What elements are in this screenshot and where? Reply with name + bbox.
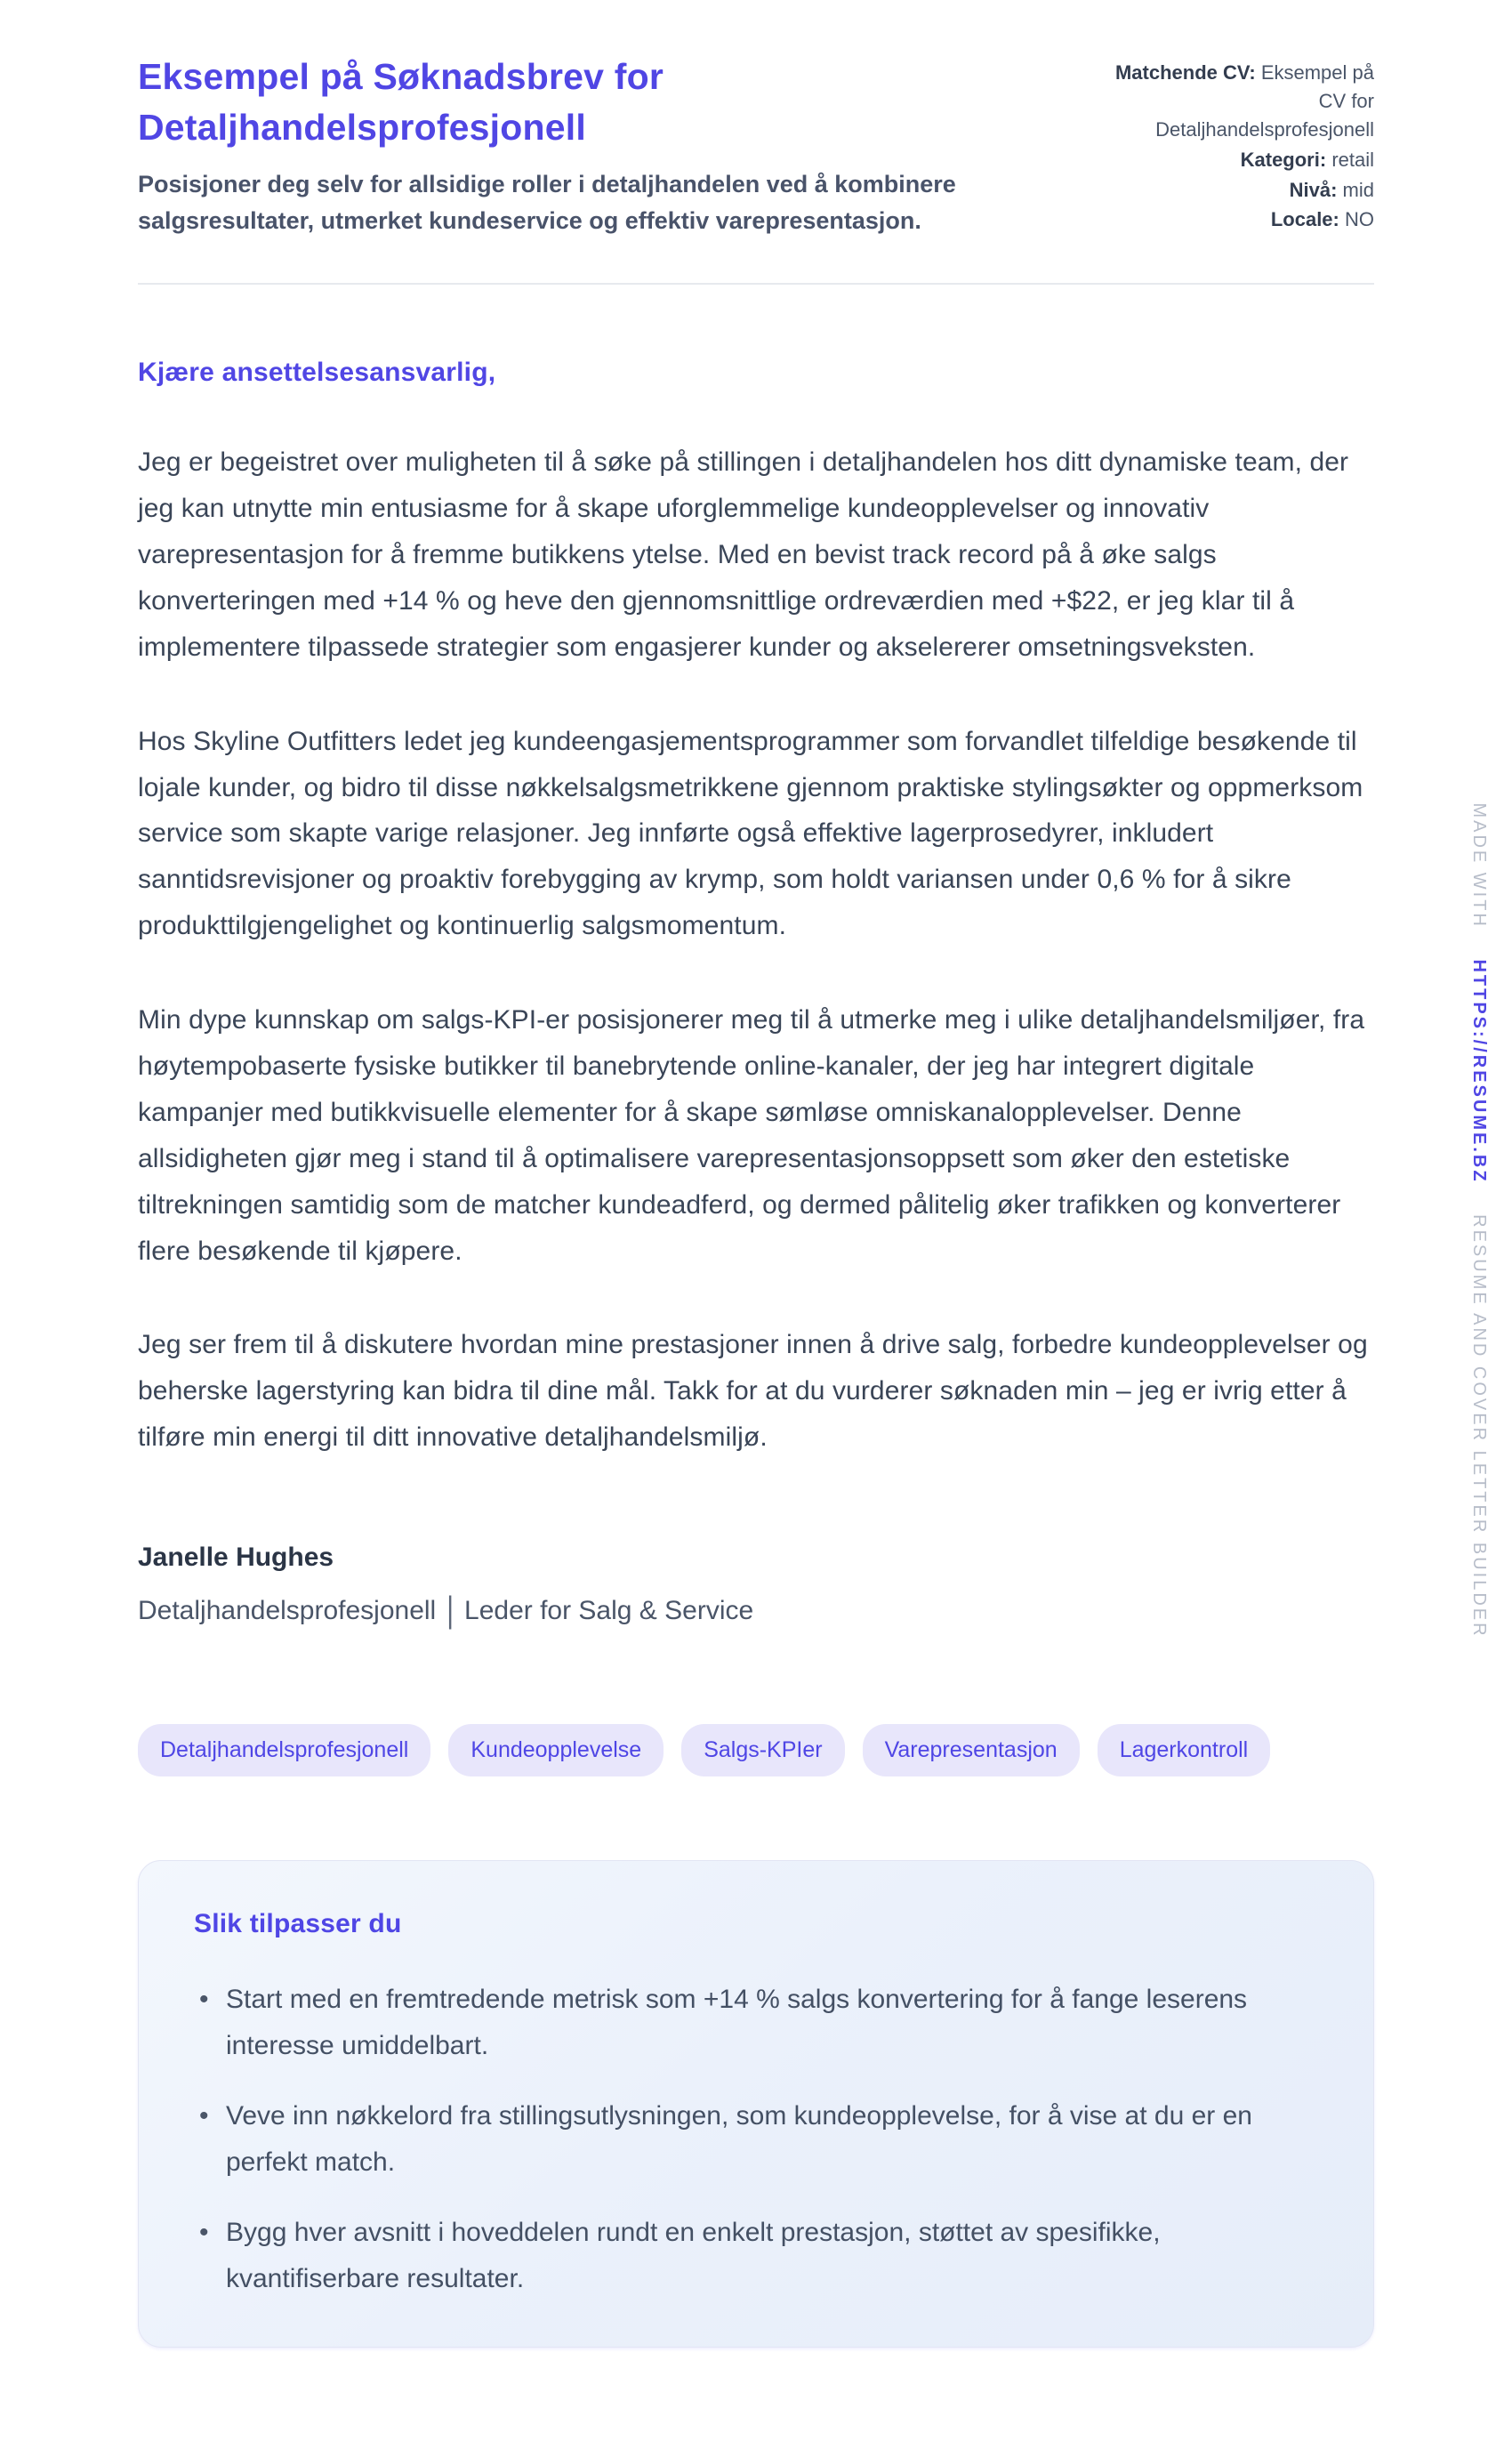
page-title: Eksempel på Søknadsbrev for Detaljhandelsprofesjonell xyxy=(138,56,664,148)
meta-level xyxy=(1103,176,1374,205)
meta-matching-cv-label: Matchende CV: xyxy=(1114,61,1256,84)
letter-paragraph-3: Min dype kunnskap om salgs-KPI-er posisjonerer meg til å utmerke meg i ulike detaljhandelsmiljøer, fra høytempobaserte fysiske butikker til banebrytende online-kanaler, der jeg har integrert digitale kampanjer med butikkvisuelle elementer for å skape sømløse omniskanalopplevelser. Denne allsidigheten gjør meg i stand til å optimalisere varepresentasjonsoppsett som øker den estetiske tiltrekningen samtidig som de matcher kundeadferd, og dermed pålitelig øker trafikken og konverterer flere besøkende til kjøpere. xyxy=(138,1005,1365,1266)
side-watermark xyxy=(1468,802,1489,1638)
letter-greeting: Kjære ansettelsesansvarlig, xyxy=(138,358,496,388)
tag-salgs-kpier: Salgs-KPIer xyxy=(681,1724,844,1776)
signature-role-separator: | xyxy=(446,1591,454,1631)
document-meta xyxy=(1103,52,1374,238)
callout-title: Slik tilpasser du xyxy=(194,1909,402,1939)
page-header xyxy=(138,52,1374,238)
keyword-tags xyxy=(138,1724,1374,1776)
resume-bz-link[interactable]: HTTPS://RESUME.BZ xyxy=(1469,959,1489,1184)
signature-block xyxy=(138,1543,1374,1631)
callout-bullet-2: • Veve inn nøkkelord fra stillingsutlysningen, som kundeopplevelse, for å vise at du er en perfekt match. xyxy=(194,2093,1318,2185)
tag-detaljhandelsprofesjonell: Detaljhandelsprofesjonell xyxy=(138,1724,430,1776)
header-divider xyxy=(138,283,1374,285)
signature-role xyxy=(138,1591,1374,1631)
meta-matching-cv xyxy=(1103,59,1374,144)
signature-role-secondary: Leder for Salg & Service xyxy=(464,1596,754,1626)
meta-matching-cv-value: Eksempel på CV for Detaljhandelsprofesjonell xyxy=(1155,61,1374,141)
meta-level-label: Nivå: xyxy=(1289,178,1338,201)
signature-name: Janelle Hughes xyxy=(138,1543,334,1573)
watermark-suffix: RESUME AND COVER LETTER BUILDER xyxy=(1469,1214,1489,1639)
letter-paragraph-2: Hos Skyline Outfitters ledet jeg kundeengasjementsprogrammer som forvandlet tilfeldige besøkende til lojale kunder, og bidro til disse nøkkelsalgsmetrikkene gjennom praktiske stylingsøkter og oppmerksom service som skapte varige relasjoner. Jeg innførte også effektive lagerprosedyrer, inkludert sanntidsrevisjoner og proaktiv forebygging av krymp, som holdt variansen under 0,6 % for å sikre produkttilgjengelighet og kontinuerlig salgsmomentum. xyxy=(138,726,1363,941)
letter-paragraph-4: Jeg ser frem til å diskutere hvordan mine prestasjoner innen å drive salg, forbedre kundeopplevelser og beherske lagerstyring kan bidra til dine mål. Takk for at du vurderer søknaden min – jeg er ivrig etter å tilføre min energi til ditt innovative detaljhandelsmiljø. xyxy=(138,1330,1368,1453)
tag-varepresentasjon: Varepresentasjon xyxy=(863,1724,1080,1776)
page-subtitle: Posisjoner deg selv for allsidige roller i detaljhandelen ved å kombinere salgsresultater, utmerket kundeservice og effektiv varepresentasjon. xyxy=(138,171,956,234)
tag-lagerkontroll: Lagerkontroll xyxy=(1098,1724,1271,1776)
tailoring-tips-callout xyxy=(138,1860,1374,2348)
meta-category-value: retail xyxy=(1331,148,1374,171)
letter-body xyxy=(138,358,1374,1631)
meta-category xyxy=(1103,146,1374,174)
tag-kundeopplevelse: Kundeopplevelse xyxy=(448,1724,664,1776)
meta-level-value: mid xyxy=(1342,178,1374,201)
meta-locale-label: Locale: xyxy=(1270,208,1339,231)
meta-locale-value: NO xyxy=(1345,208,1374,231)
letter-paragraph-1: Jeg er begeistret over muligheten til å søke på stillingen i detaljhandelen hos ditt dynamiske team, der jeg kan utnytte min entusiasme for å skape uforglemmelige kundeopplevelser og innovativ varepresentasjon for å fremme butikkens ytelse. Med en bevist track record på å øke salgs konverteringen med +14 % og heve den gjennomsnittlige ordreværdien med +$22, er jeg klar til å implementere tilpassede strategier som engasjerer kunder og akselererer omsetningsveksten. xyxy=(138,447,1349,662)
callout-bullet-list xyxy=(194,1977,1318,2302)
callout-bullet-3: • Bygg hver avsnitt i hoveddelen rundt en enkelt prestasjon, støttet av spesifikke, kvantifiserbare resultater. xyxy=(194,2210,1318,2301)
watermark-prefix: MADE WITH xyxy=(1469,802,1489,929)
meta-locale xyxy=(1103,205,1374,234)
signature-role-primary: Detaljhandelsprofesjonell xyxy=(138,1596,437,1626)
callout-bullet-1: • Start med en fremtredende metrisk som +14 % salgs konvertering for å fange leserens interesse umiddelbart. xyxy=(194,1977,1318,2068)
meta-category-label: Kategori: xyxy=(1240,148,1327,171)
header-title-block xyxy=(138,52,1014,238)
